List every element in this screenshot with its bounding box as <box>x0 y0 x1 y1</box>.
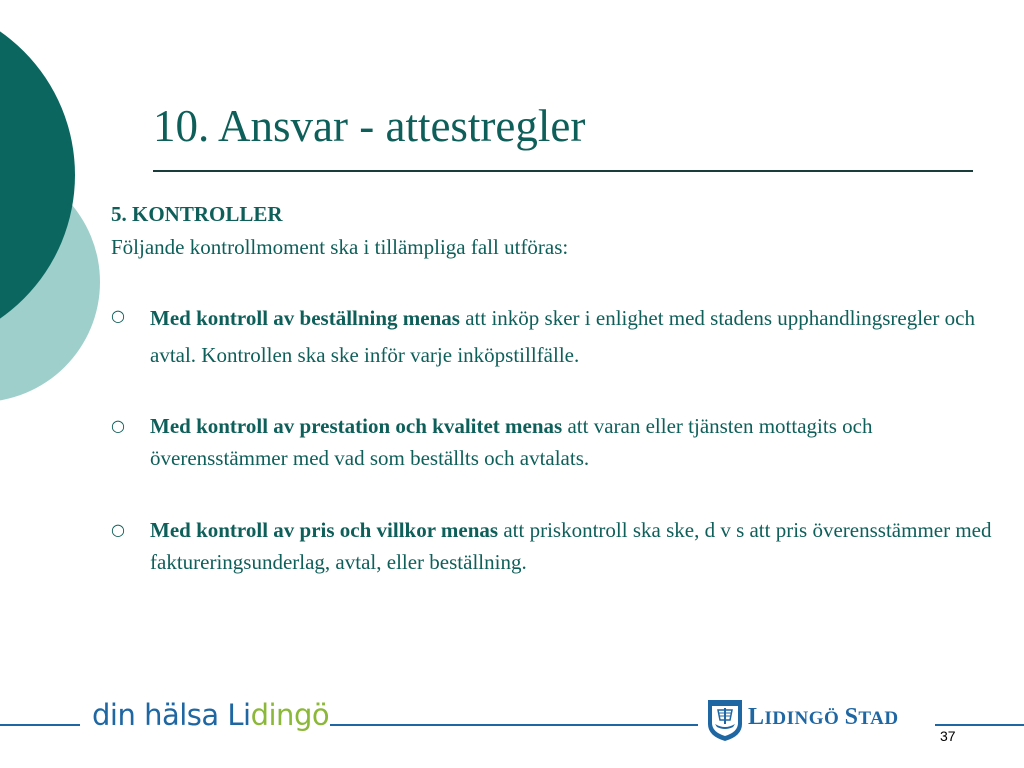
viking-ship-crest-icon <box>706 698 744 742</box>
page-title: 10. Ansvar - attestregler <box>153 101 586 151</box>
bullet-text <box>150 514 1001 578</box>
bullet-bold-lead: Med kontroll av beställning menas <box>150 306 460 330</box>
bullet-text <box>150 300 1001 374</box>
bullet-item <box>111 514 1001 578</box>
footer-rule-middle <box>330 724 698 726</box>
footer-rule-left <box>0 724 80 726</box>
hollow-circle-icon: ○ <box>111 520 125 539</box>
bullet-rest: att priskontroll ska ske, d v s att pris överensstämmer med faktureringsunderlag, avtal, eller beställning. <box>150 518 992 574</box>
title-underline <box>153 170 973 172</box>
hollow-circle-icon: ○ <box>111 306 125 325</box>
bullet-bold-lead: Med kontroll av pris och villkor menas <box>150 518 499 542</box>
bullet-rest: att varan eller tjänsten mottagits och överensstämmer med vad som beställts och avtalats. <box>150 414 873 470</box>
page-number: 37 <box>940 728 956 744</box>
bullet-item <box>111 410 1001 474</box>
din-halsa-lidingo-logo: din hälsa Lidingö <box>92 698 330 732</box>
bullet-bold-lead: Med kontroll av prestation och kvalitet menas <box>150 414 563 438</box>
bullet-rest: att inköp sker i enlighet med stadens upphandlingsregler och avtal. Kontrollen ska ske inför varje inköpstillfälle. <box>150 306 975 367</box>
bullet-item <box>111 300 1001 374</box>
bullet-text <box>150 410 1001 474</box>
footer-rule-right <box>935 724 1024 726</box>
decorative-circles <box>0 0 120 420</box>
lidingo-stad-logo: LIDINGÖ STAD <box>748 704 899 730</box>
section-heading: 5. KONTROLLER <box>111 202 283 226</box>
hollow-circle-icon: ○ <box>111 416 125 435</box>
section-intro: Följande kontrollmoment ska i tillämpliga fall utföras: <box>111 235 569 259</box>
